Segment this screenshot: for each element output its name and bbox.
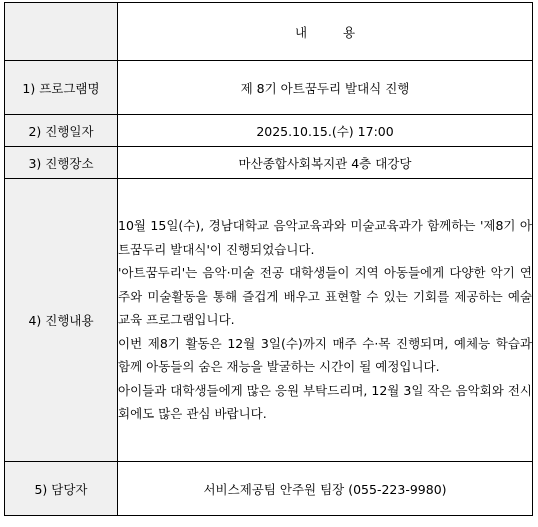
date-label: 2) 진행일자 [5,115,118,147]
content-paragraph: 아이들과 대학생들에게 많은 응원 부탁드리며, 12월 3일 작은 음악회와 전시회에도 많은 관심 바랍니다. [118,382,532,422]
program-name-value: 제 8기 아트꿈두리 발대식 진행 [118,61,533,115]
contact-row [5,462,533,516]
program-name-label: 1) 프로그램명 [5,61,118,115]
content-paragraph: 10월 15일(수), 경남대학교 음악교육과와 미술교육과가 함께하는 '제8기 아트꿈두리 발대식'이 진행되었습니다. [118,218,532,257]
header-title: 내 용 [294,24,372,40]
contact-value: 서비스제공팀 안주원 팀장 (055-223-9980) [118,462,533,516]
content-row [5,179,533,462]
content-cell [118,179,533,462]
place-label: 3) 진행장소 [5,147,118,179]
contact-label: 5) 담당자 [5,462,118,516]
header-row [5,3,533,61]
header-blank-cell [5,3,118,61]
place-row [5,147,533,179]
content-paragraph: '아트꿈두리'는 음악·미술 전공 대학생들이 지역 아동들에게 다양한 악기 연주와 미술활동을 통해 즐겁게 배우고 표현할 수 있는 기회를 제공하는 예술교육 프로그램입니다. [118,265,532,328]
place-value: 마산종합사회복지관 4층 대강당 [118,147,533,179]
date-row [5,115,533,147]
content-label: 4) 진행내용 [5,179,118,462]
date-value: 2025.10.15.(수) 17:00 [118,115,533,147]
program-info-table [4,2,533,516]
header-cell [118,3,533,61]
program-name-row [5,61,533,115]
content-paragraph: 이번 제8기 활동은 12월 3일(수)까지 매주 수·목 진행되며, 예체능 학습과 함께 아동들의 숨은 재능을 발굴하는 시간이 될 예정입니다. [118,335,532,375]
